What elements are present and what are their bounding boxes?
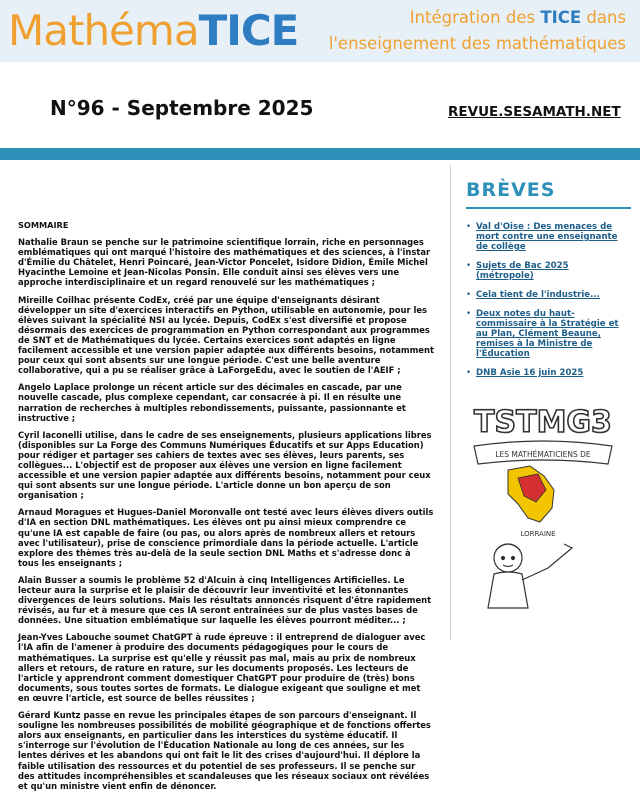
breves-underline: [466, 207, 631, 209]
sommaire-paragraph: Nathalie Braun se penche sur le patrimoine scientifique lorrain, riche en personnages emblématiques qui ont marqué l'histoire des mathématiques et des sciences, à l'instar d'Émilie du Châtelet, Henri Poincaré, Jean-Victor Poncelet, Isidore Didion, Émile Michel Hyacinthe Lemoine et Jean-Nicolas Ponsin. Elle conduit ainsi ses élèves vers une approche interdisciplinaire et un regard renouvelé sur les mathématiques ;: [18, 237, 431, 288]
tagline-line-1: Intégration des TICE dans: [409, 8, 626, 27]
character-sketch: [488, 544, 572, 608]
breves-item: [466, 368, 626, 378]
revue-link[interactable]: REVUE.SESAMATH.NET: [448, 104, 621, 120]
mascot-banner-text: LES MATHÉMATICIENS DE: [495, 450, 591, 459]
character-body: [488, 572, 528, 608]
sommaire-paragraph: Jean-Yves Labouche soumet ChatGPT à rude épreuve : il entreprend de dialoguer avec l'IA afin de l'amener à produire des documents pédagogiques pour le cours de mathématiques. La surprise est qu'elle y réussit pas mal, mais au prix de nombreux allers et retours, de rature en rature, sur les documents proposés. Les lecteurs de l'article y apprendront comment domestiquer ChatGPT pour produire de (très) bons documents, sous toutes sortes de formats. Le dialogue exigeant que souligne et met en œuvre l'article, est source de belles réussites ;: [18, 632, 426, 703]
sommaire-paragraph: Arnaud Moragues et Hugues-Daniel Moronvalle ont testé avec leurs élèves divers outils d'IA en section DNL mathématiques. Les élèves ont pu ainsi mieux comprendre ce qu'une IA est capable de faire (ou pas, ou alors après de nombreux allers et retours avec l'utilisateur), prise de conscience primordiale dans la période actuelle. L'article explore des thèmes très au-delà de la seule section DNL Maths et s'adresse donc à tous les enseignants ;: [18, 507, 434, 568]
site-header: [0, 0, 640, 62]
breves-item: [466, 290, 626, 300]
sommaire-paragraph: Angelo Laplace prolonge un récent article sur des décimales en cascade, par une nouvelle cascade, plus complexe cependant, car consacrée à pi. Il en résulte une narration de recherches à multiples rebondissements, puissante, passionnante et instructive ;: [18, 382, 406, 423]
breves-list: [466, 222, 626, 387]
sommaire-section: [18, 220, 434, 798]
tstmg3-mascot-illustration: [468, 398, 618, 613]
character-hand: [560, 544, 572, 558]
breves-link[interactable]: Deux notes du haut-commissaire à la Stratégie et au Plan, Clément Beaune, remises à la Ministre de l'Éducation: [476, 309, 619, 359]
mathematice-logo[interactable]: MathémaTICE: [8, 6, 299, 55]
breves-title: BRÈVES: [466, 179, 556, 201]
breves-item: [466, 309, 626, 359]
breves-item: [466, 261, 626, 281]
sommaire-paragraph: Cyril Iaconelli utilise, dans le cadre de ses enseignements, plusieurs applications libres (disponibles sur La Forge des Communs Numériques Éducatifs et sur Apps Education) pour rédiger et partager ses cahiers de textes avec ses élèves, leurs parents, ses collègues... L'objectif est de proposer aux élèves une version en ligne facilement accessible et une version papier adaptée aux différents besoins, notamment pour ceux qui sont absents sur une longue période. L'article donne un bon aperçu de son organisation ;: [18, 429, 432, 501]
breves-link[interactable]: Sujets de Bac 2025 (métropole): [476, 261, 569, 281]
sommaire-paragraph: Mireille Coilhac présente CodEx, créé par une équipe d'enseignants désirant développer un site d'exercices interactifs en Python, utilisable en autonomie, pour les élèves suivant la spécialité NSI au lycée. Depuis, CodEx s'est diversifié et propose désormais des exercices de programmation en Python correspondant aux programmes de SNT et de Mathématiques du lycée. Certains exercices sont adaptés en ligne facilement accessible et une version papier adaptée aux différents besoins, notamment pour ceux qui sont absents sur une longue période. C'est une belle aventure collaborative, qui a pu se réaliser grâce à LaForgeEdu, avec le soutien de l'AEIF ;: [18, 294, 434, 376]
breves-link[interactable]: DNB Asie 16 juin 2025: [476, 368, 584, 378]
column-divider: [450, 165, 451, 640]
sommaire-paragraph: Alain Busser a soumis le problème 52 d'Alcuin à cinq Intelligences Artificielles. Le lecteur aura la surprise et le plaisir de découvrir leur inventivité et les étonnantes divergences de leurs solutions. Mais les résultats annoncés risquent d'être rapidement révisés, au fur et à mesure que ces IA seront entraînées sur de plus vastes bases de données. Une situation emblématique sur laquelle les élèves pourront méditer... ;: [18, 574, 432, 626]
breves-link[interactable]: Cela tient de l'industrie...: [476, 290, 600, 300]
breves-link[interactable]: Val d'Oise : Des menaces de mort contre une enseignante de collège: [476, 222, 618, 252]
tagline-line-2: l'enseignement des mathématiques: [328, 34, 626, 53]
character-arm: [522, 558, 560, 580]
header-divider-band: [0, 148, 640, 160]
sommaire-paragraph: Gérard Kuntz passe en revue les principales étapes de son parcours d'enseignant. Il souligne les nombreuses possibilités de mobilité géographique et de fonctions offertes alors aux enseignants, en particulier dans les interstices du système éducatif. Il s'interroge sur l'évolution de l'Éducation Nationale au long de ces années, sur les lentes dérives et les abandons qui ont fait le lit des crises d'aujourd'hui. Il déplore la faible utilisation des ressources et du potentiel de ses professeurs. Il se penche sur des attitudes incompréhensibles et scandaleuses que les réseaux sociaux ont révélées et qu'un ministre vient enfin de dénoncer.: [18, 710, 431, 791]
mascot-region-text: LORRAINE: [520, 530, 556, 538]
issue-title: N°96 - Septembre 2025: [50, 96, 314, 120]
sommaire-heading: SOMMAIRE: [18, 220, 69, 230]
mascot-title: TSTMG3: [474, 405, 612, 440]
breves-item: [466, 222, 626, 252]
